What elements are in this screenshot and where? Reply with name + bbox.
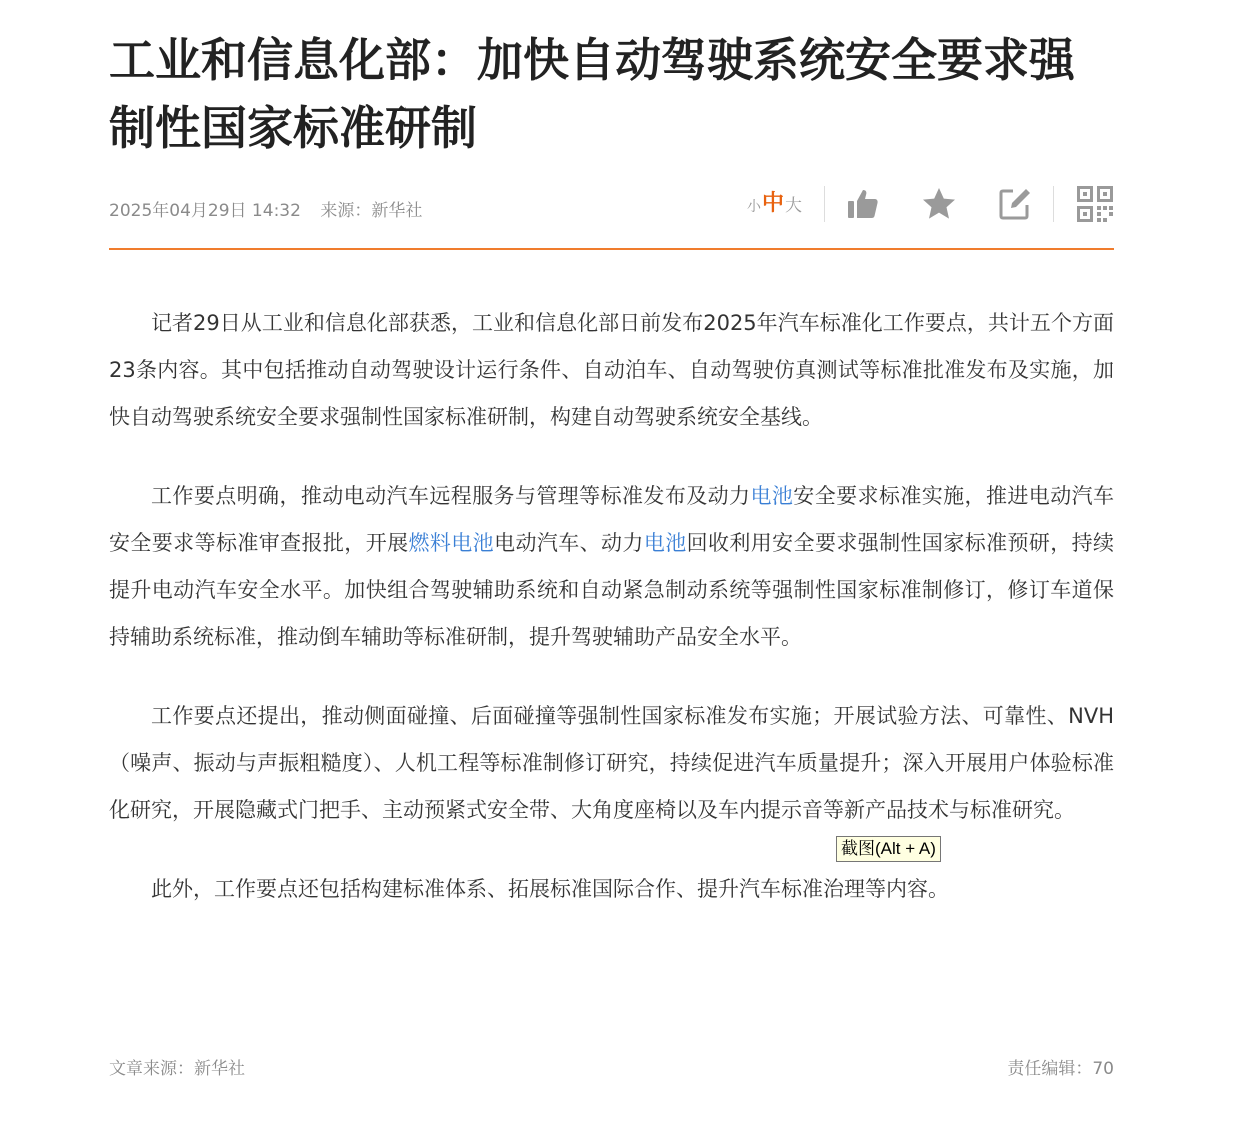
article-source: 来源：新华社 xyxy=(320,201,423,221)
paragraph-text: 工作要点明确，推动电动汽车远程服务与管理等标准发布及动力 xyxy=(151,484,751,508)
qr-code-button[interactable] xyxy=(1076,184,1114,224)
thumbs-up-icon xyxy=(846,187,880,221)
paragraph: 记者29日从工业和信息化部获悉，工业和信息化部日前发布2025年汽车标准化工作要点，共计五个方面23条内容。其中包括推动自动驾驶设计运行条件、自动泊车、自动驾驶仿真测试等标准批准发布及实施，加快自动驾驶系统安全要求强制性国家标准研制，构建自动驾驶系统安全基线。 xyxy=(109,311,1114,429)
paragraph-text: 电动汽车、动力 xyxy=(494,531,644,555)
font-size-large-button[interactable]: 大 xyxy=(785,196,802,216)
footer-editor: 责任编辑：70 xyxy=(1007,1059,1114,1079)
like-button[interactable] xyxy=(843,184,883,224)
article-title: 工业和信息化部：加快自动驾驶系统安全要求强制性国家标准研制 xyxy=(109,33,1075,155)
keyword-link-battery[interactable]: 电池 xyxy=(643,531,687,555)
font-size-small-button[interactable]: 小 xyxy=(746,199,761,215)
keyword-link-fuel-cell[interactable]: 燃料电池 xyxy=(408,531,495,555)
article-body xyxy=(109,300,1114,913)
meta-row xyxy=(109,184,1114,250)
font-size-switcher xyxy=(747,191,802,217)
paragraph-text: 回收利用安全要求强制性国家标准预研，持续提升电动汽车安全水平。加快组合驾驶辅助系统和自动紧急制动系统等强制性国家标准制修订，修订车道保持辅助系统标准，推动倒车辅助等标准研制，提升驾驶辅助产品安全水平。 xyxy=(109,531,1115,649)
paragraph xyxy=(109,473,1114,661)
paragraph-text: 安全要求标准实施，推进电动汽车安全要求等标准审查报批，开展 xyxy=(109,484,1115,555)
article-toolbar xyxy=(747,184,1114,224)
font-size-medium-button[interactable]: 中 xyxy=(761,191,784,216)
star-icon xyxy=(921,186,957,222)
keyword-link-battery[interactable]: 电池 xyxy=(750,484,794,508)
screenshot-tooltip: 截图(Alt + A) xyxy=(836,836,941,862)
publish-date: 2025年04月29日 14:32 xyxy=(109,201,301,221)
toolbar-divider xyxy=(1053,186,1054,222)
comment-button[interactable] xyxy=(995,184,1035,224)
article-footer xyxy=(109,1054,1114,1079)
qr-code-icon xyxy=(1077,186,1113,222)
toolbar-divider xyxy=(824,186,825,222)
article xyxy=(109,0,1114,945)
favorite-button[interactable] xyxy=(919,184,959,224)
paragraph: 此外，工作要点还包括构建标准体系、拓展标准国际合作、提升汽车标准治理等内容。 xyxy=(151,877,949,901)
edit-icon xyxy=(997,186,1033,222)
paragraph: 工作要点还提出，推动侧面碰撞、后面碰撞等强制性国家标准发布实施；开展试验方法、可靠性、NVH（噪声、振动与声振粗糙度）、人机工程等标准制修订研究，持续促进汽车质量提升；深入开展用户体验标准化研究，开展隐藏式门把手、主动预紧式安全带、大角度座椅以及车内提示音等新产品技术与标准研究。 xyxy=(109,704,1114,822)
article-meta xyxy=(109,196,436,221)
footer-source: 文章来源：新华社 xyxy=(109,1059,245,1079)
